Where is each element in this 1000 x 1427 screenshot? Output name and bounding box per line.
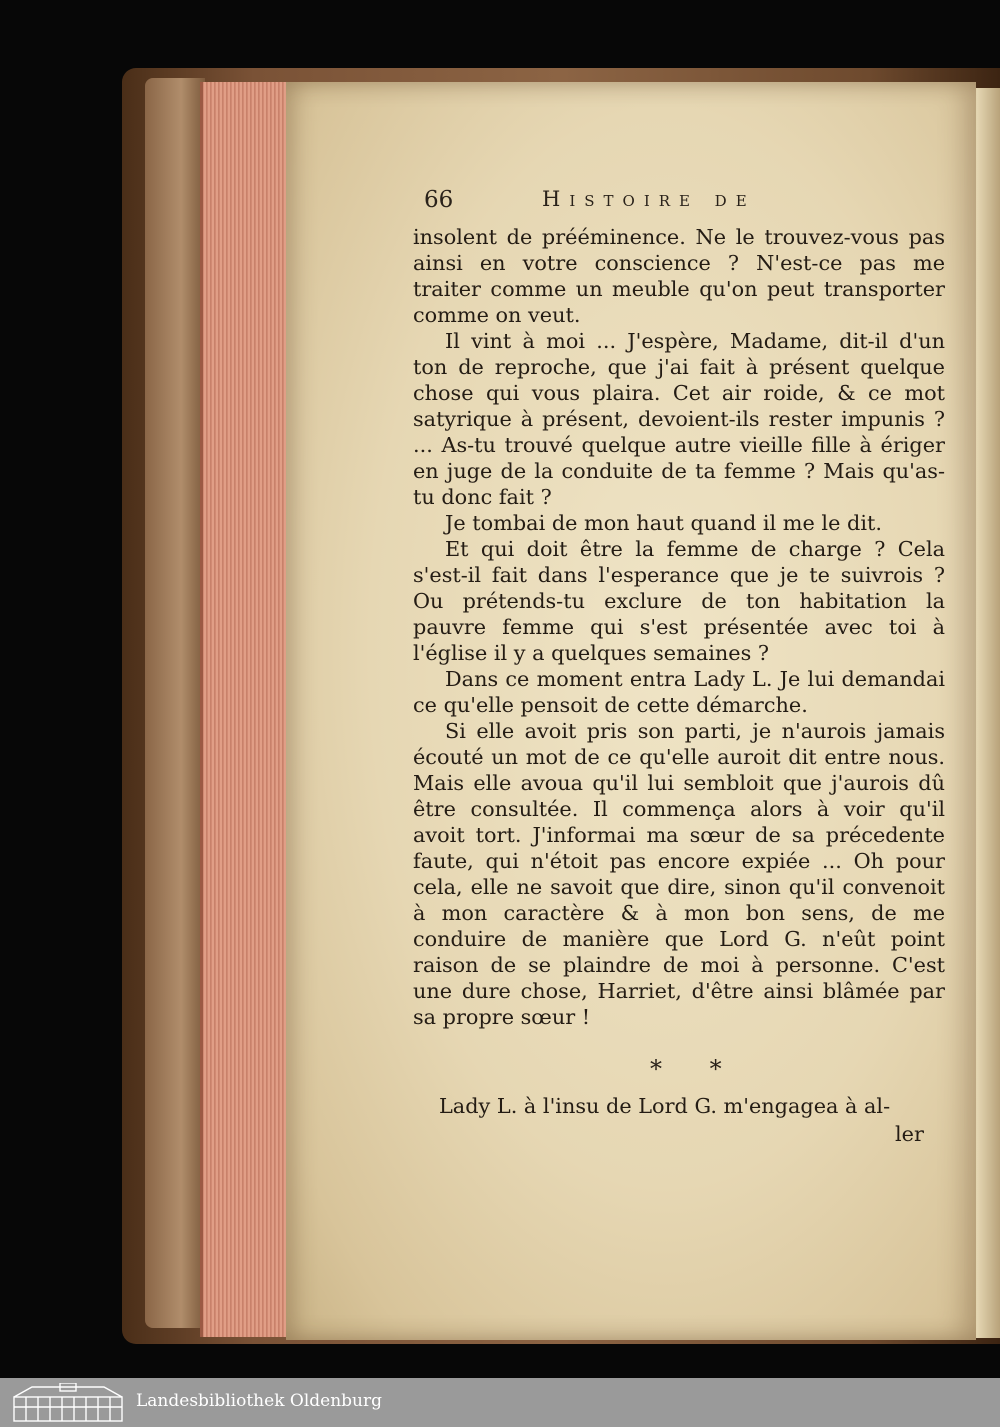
- paragraph: Si elle avoit pris son parti, je n'aurois jamais écouté un mot de ce qu'elle auroit dit entre nous. Mais elle avoua qu'il lui sembloit que j'aurois dû être consultée. Il commença alors à voir qu'il avoit tort. J'informai ma sœur de sa précedente faute, qui n'étoit pas encore expiée ... Oh pour cela, elle ne savoit que dire, sinon qu'il convenoit à mon caractère & à mon bon sens, de me conduire de manière que Lord G. n'eût point raison de se plaindre de moi à personne. C'est une dure chose, Harriet, d'être ainsi blâmée par sa propre sœur !: [413, 719, 945, 1029]
- catchword: ler: [895, 1122, 924, 1146]
- closing-line: [413, 1092, 945, 1120]
- running-head: [424, 187, 944, 217]
- page-edges: [200, 82, 293, 1337]
- running-title: Histoire de: [542, 187, 756, 211]
- body-text: [413, 224, 945, 1030]
- library-building-logo: [12, 1383, 124, 1423]
- footer-bar: [0, 1378, 1000, 1427]
- paragraph: insolent de prééminence. Ne le trouvez-vous pas ainsi en votre conscience ? N'est-ce pas me traiter comme un meuble qu'on peut transporter comme on veut.: [413, 225, 945, 327]
- page-number: 66: [424, 187, 454, 213]
- paragraph: Et qui doit être la femme de charge ? Cela s'est-il fait dans l'esperance que je te suivrois ? Ou prétends-tu exclure de ton habitation la pauvre femme qui s'est présentée avec toi à l'église il y a quelques semaines ?: [413, 537, 945, 665]
- paragraph: Lady L. à l'insu de Lord G. m'engagea à al-: [439, 1094, 891, 1118]
- section-separator: * *: [650, 1055, 742, 1083]
- paragraph: Il vint à moi ... J'espère, Madame, dit-il d'un ton de reproche, que j'ai fait à présent quelque chose qui vous plaira. Cet air roide, & ce mot satyrique à présent, devoient-ils rester impunis ? ... As-tu trouvé quelque autre vieille fille à ériger en juge de la conduite de ta femme ? Mais qu'as-tu donc fait ?: [413, 329, 945, 509]
- cover-turn-in: [145, 78, 205, 1328]
- institution-name: Landesbibliothek Oldenburg: [136, 1391, 383, 1411]
- paragraph: Je tombai de mon haut quand il me le dit.: [445, 511, 882, 535]
- paragraph: Dans ce moment entra Lady L. Je lui demandai ce qu'elle pensoit de cette démarche.: [413, 667, 945, 717]
